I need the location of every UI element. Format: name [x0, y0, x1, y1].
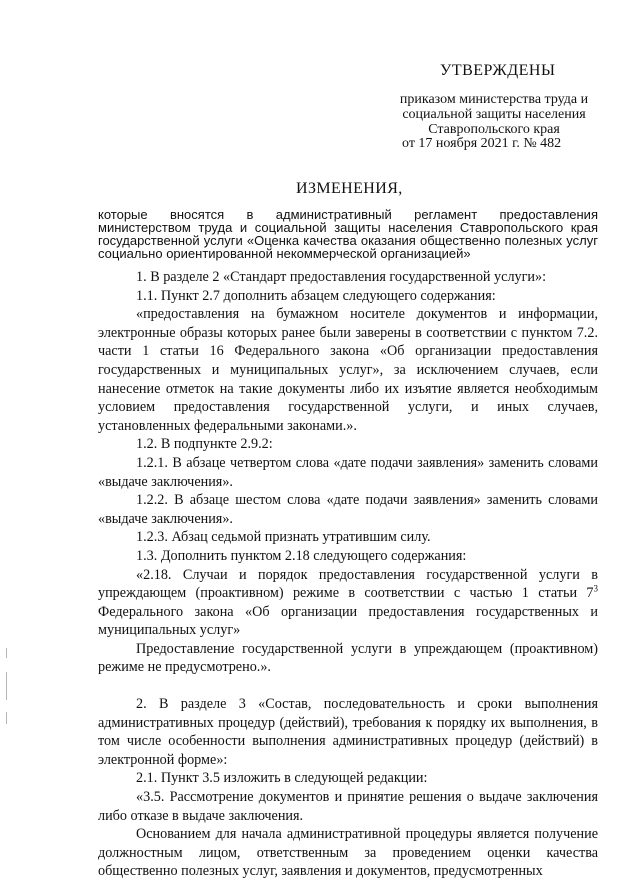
approval-order-line: приказом министерства труда и: [399, 92, 589, 107]
approval-order-block: [388, 92, 600, 137]
paragraph: 2.1. Пункт 3.5 изложить в следующей редакции:: [136, 770, 428, 787]
paragraph: 1.2.2. В абзаце шестом слова «дате подачи заявления» заменить словами «выдаче заключения».: [98, 492, 598, 527]
scan-margin-mark: [6, 712, 7, 724]
document-subject: которые вносятся в административный регламент предоставления министерством труда и социальной защиты населения Ставропольского края государственной услуги «Оценка качества оказания общественно полезных услуг социально ориентированной некоммерческой организацией»: [98, 207, 598, 261]
paragraph: Предоставление государственной услуги в упреждающем (проактивном) режиме не предусмотрено.».: [98, 640, 598, 676]
document-body: [98, 268, 598, 881]
paragraph: 1.2.3. Абзац седьмой признать утратившим силу.: [136, 529, 431, 546]
scan-margin-mark: [6, 648, 7, 658]
paragraph: 1. В разделе 2 «Стандарт предоставления государственной услуги»:: [136, 269, 547, 285]
approval-title: УТВЕРЖДЕНЫ: [440, 62, 556, 79]
paragraph: 1.2.1. В абзаце четвертом слова «дате подачи заявления» заменить словами «выдаче заключения».: [98, 454, 598, 490]
paragraph-text: «2.18. Случаи и порядок предоставления государственной услуги в упреждающем (проактивном) режиме в соответствии с частью 1 статьи 7: [98, 566, 598, 602]
paragraph: 1.3. Дополнить пунктом 2.18 следующего содержания:: [136, 547, 467, 564]
paragraph-with-superscript: [98, 566, 598, 640]
document-heading: ИЗМЕНЕНИЯ,: [296, 180, 403, 197]
approval-order-date: от 17 ноября 2021 г. № 482: [402, 136, 562, 151]
paragraph: 1.2. В подпункте 2.9.2:: [136, 436, 273, 453]
approval-order-line: социальной защиты населения: [402, 107, 586, 122]
paragraph-text: Федерального закона «Об организации предоставления государственных и муниципальных услуг»: [98, 603, 598, 639]
scan-margin-mark: [6, 672, 7, 700]
paragraph: Основанием для начала административной процедуры является получение должностным лицом, ответственным за проведением оценки качества общественно полезных услуг, заявления и документов, предусмотренных: [98, 826, 598, 880]
superscript: 3: [593, 583, 598, 594]
approval-order-line: Ставропольского края: [428, 122, 560, 137]
paragraph: «предоставления на бумажном носителе документов и информации, электронные образы которых ранее были заверены в соответствии с пунктом 7.2. части 1 статьи 16 Федерального закона «Об организации предоставления государственных и муниципальных услуг», за исключением случаев, если нанесение отметок на такие документы либо их изъятие является необходимым условием предоставления государственной услуги, и иных случаев, установленных федеральными законами.».: [98, 306, 598, 434]
paragraph: 1.1. Пункт 2.7 дополнить абзацем следующего содержания:: [136, 287, 496, 304]
paragraph: 2. В разделе 3 «Состав, последовательность и сроки выполнения административных процедур (действий), требования к порядку их выполнения, в том числе особенности выполнения административных процедур (действий) в электронной форме»:: [98, 696, 598, 768]
paragraph: «3.5. Рассмотрение документов и принятие решения о выдаче заключения либо отказе в выдаче заключения.: [98, 789, 598, 824]
